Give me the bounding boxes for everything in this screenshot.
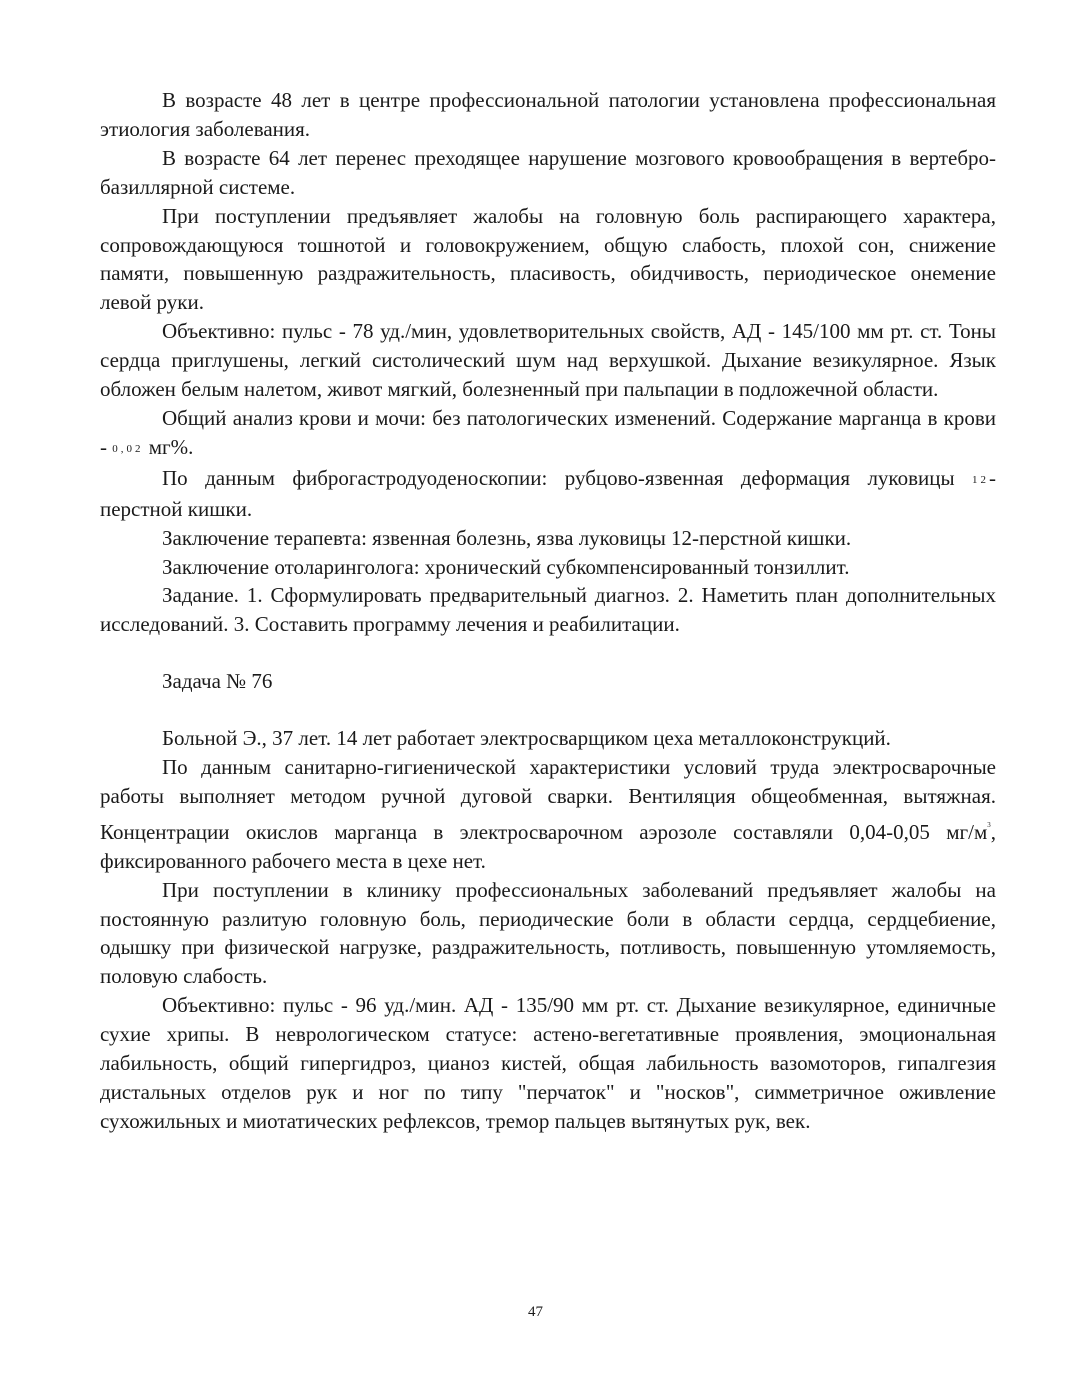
cubic-superscript: 3 bbox=[987, 820, 991, 829]
paragraph: При поступлении предъявляет жалобы на головную боль распирающего характера, сопровождающуюся тошнотой и головокружением, общую слабость, плохой сон, снижение памяти, повышенную раздражительность, пласивость, обидчивость, периодическое онемение левой руки. bbox=[100, 203, 996, 315]
paragraph: При поступлении в клинику профессиональных заболеваний предъявляет жалобы на постоянную разлитую головную боль, периодические боли в области сердца, сердцебиение, одышку при физической нагрузке, раздражительность, потливость, повышенную утомляемость, половую слабость. bbox=[100, 877, 996, 989]
fgds-tail: -перстной кишки. bbox=[100, 465, 996, 521]
paragraph: Объективно: пульс - 96 уд./мин. АД - 135/90 мм рт. ст. Дыхание везикулярное, единичные сухие хрипы. В неврологическом статусе: астено-вегетативные проявления, эмоциональная лабильность, общий гипергидроз, цианоз кистей, общая лабильность вазомоторов, гипалгезия дистальных отделов рук и ног по типу "перчаток" и "носков", симметричное оживление сухожильных и миотатических рефлексов, тремор пальцев вытянутых рук, век. bbox=[100, 993, 996, 1133]
paragraph-conditions bbox=[100, 753, 996, 876]
spacer bbox=[100, 639, 996, 667]
conditions-text: По данным санитарно-гигиенической характеристики условий труда электросварочные работы выполняет методом ручной дуговой сварки. Вентиляция общеобменная, вытяжная. Концентрации окислов марганца в электросварочном аэрозоле составляли 0,04-0,05 мг/м bbox=[100, 755, 996, 844]
manganese-value: 0,02 bbox=[112, 442, 144, 455]
document-page bbox=[100, 86, 996, 1136]
spacer bbox=[100, 696, 996, 724]
blood-test-unit: мг%. bbox=[143, 434, 194, 459]
task-heading: Задача № 76 bbox=[162, 669, 273, 694]
paragraph: В возрасте 48 лет в центре профессиональной патологии установлена профессиональная этиология заболевания. bbox=[100, 88, 996, 141]
paragraph-fgds bbox=[100, 464, 996, 524]
paragraph: Объективно: пульс - 78 уд./мин, удовлетворительных свойств, АД - 145/100 мм рт. ст. Тоны сердца приглушены, легкий систолический шум над верхушкой. Дыхание везикулярное. Язык обложен белым налетом, живот мягкий, болезненный при пальпации в подложечной области. bbox=[100, 319, 996, 402]
paragraph-blood-test bbox=[100, 404, 996, 464]
page-number: 47 bbox=[528, 1304, 543, 1320]
paragraph-task-intro: Больной Э., 37 лет. 14 лет работает электросварщиком цеха металлоконструкций. bbox=[162, 726, 891, 751]
fgds-text: По данным фиброгастродуоденоскопии: рубцово-язвенная деформация луковицы bbox=[162, 465, 972, 490]
paragraph: В возрасте 64 лет перенес преходящее нарушение мозгового кровообращения в вертебро-базиллярной системе. bbox=[100, 145, 996, 199]
blood-test-text: Общий анализ крови и мочи: без патологических изменений. Содержание марганца в крови - bbox=[100, 405, 996, 459]
fgds-number: 12 bbox=[972, 473, 989, 486]
paragraph: Заключение отоларинголога: хронический субкомпенсированный тонзиллит. bbox=[162, 554, 850, 579]
conditions-tail: , фиксированного рабочего места в цехе нет. bbox=[100, 819, 996, 873]
paragraph: Задание. 1. Сформулировать предварительный диагноз. 2. Наметить план дополнительных исследований. 3. Составить программу лечения и реабилитации. bbox=[100, 583, 996, 637]
paragraph: Заключение терапевта: язвенная болезнь, язва луковицы 12-перстной кишки. bbox=[162, 525, 852, 550]
